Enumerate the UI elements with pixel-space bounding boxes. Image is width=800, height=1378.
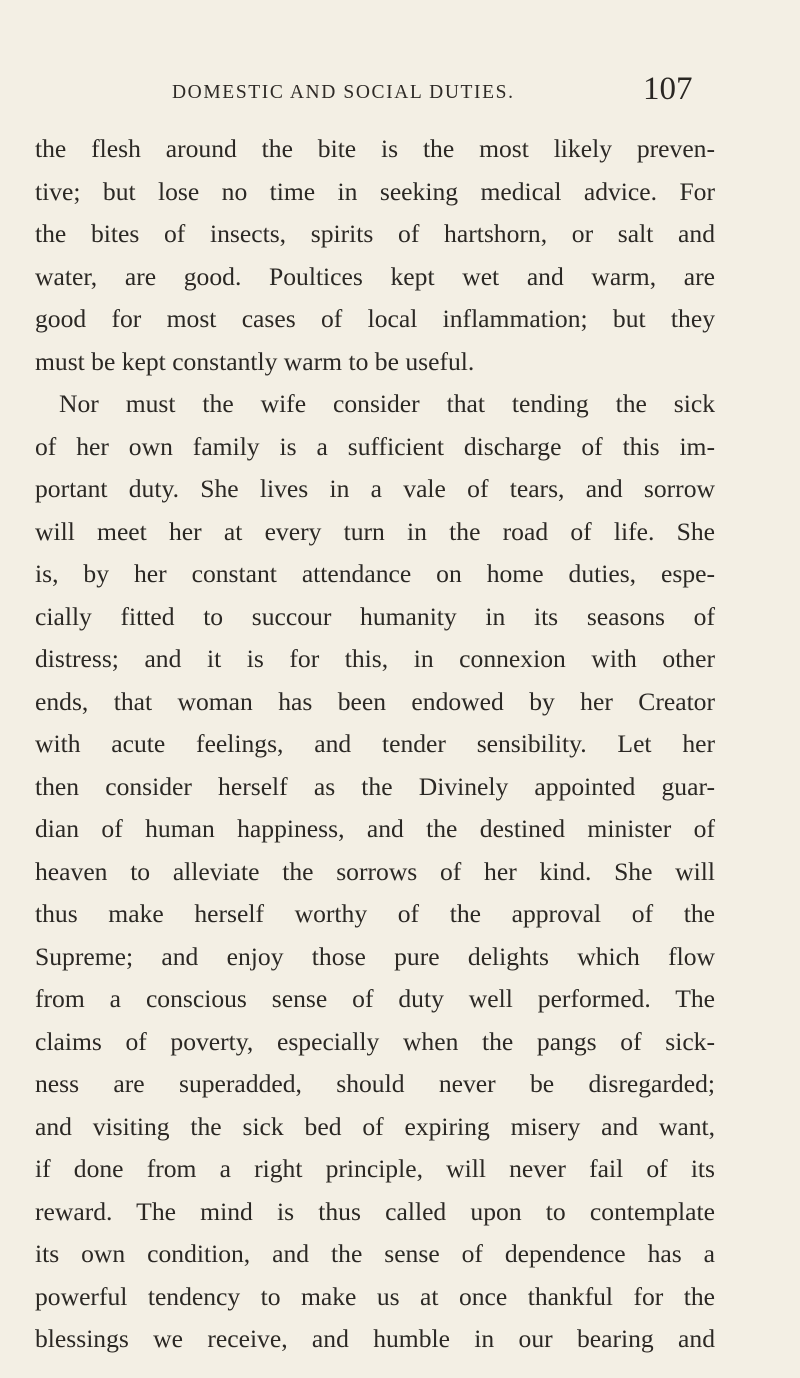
text-line: must be kept constantly warm to be useful. xyxy=(35,346,475,376)
text-line: if done from a right principle, will never fail of its xyxy=(35,1154,715,1183)
text-line: cially fitted to succour humanity in its seasons of xyxy=(35,601,715,631)
text-line: dian of human happiness, and the destined minister of xyxy=(35,814,715,843)
text-line: with acute feelings, and tender sensibility. Let her xyxy=(35,729,715,758)
text-line: the bites of insects, spirits of hartshorn, or salt and xyxy=(35,219,715,248)
text-line: and visiting the sick bed of expiring misery and want, xyxy=(35,1111,715,1141)
text-line: then consider herself as the Divinely appointed guar- xyxy=(35,771,715,801)
text-line: of her own family is a sufficient discharge of this im- xyxy=(35,431,715,461)
text-line: Nor must the wife consider that tending the sick xyxy=(59,389,715,418)
text-line: Supreme; and enjoy those pure delights which flow xyxy=(35,941,715,971)
text-line: the flesh around the bite is the most likely preven- xyxy=(35,134,715,163)
text-line: ends, that woman has been endowed by her Creator xyxy=(35,686,715,716)
page-number: 107 xyxy=(643,71,693,107)
text-line: powerful tendency to make us at once thankful for the xyxy=(35,1281,715,1311)
text-line: tive; but lose no time in seeking medical advice. For xyxy=(35,176,715,206)
text-line: portant duty. She lives in a vale of tears, and sorrow xyxy=(35,474,715,503)
text-line: heaven to alleviate the sorrows of her kind. She will xyxy=(35,856,715,886)
text-line: ness are superadded, should never be disregarded; xyxy=(35,1069,715,1098)
text-line: from a conscious sense of duty well performed. The xyxy=(35,984,715,1013)
text-line: water, are good. Poultices kept wet and warm, are xyxy=(35,261,715,291)
text-line: is, by her constant attendance on home duties, espe- xyxy=(35,559,715,588)
running-head-title: DOMESTIC AND SOCIAL DUTIES. xyxy=(172,82,515,103)
text-line: blessings we receive, and humble in our bearing and xyxy=(35,1324,715,1353)
body-text xyxy=(35,128,715,1361)
text-line: claims of poverty, especially when the pangs of sick- xyxy=(35,1026,715,1056)
text-line: thus make herself worthy of the approval of the xyxy=(35,899,715,928)
text-line: reward. The mind is thus called upon to contemplate xyxy=(35,1196,715,1226)
text-line: its own condition, and the sense of dependence has a xyxy=(35,1239,715,1268)
text-line: distress; and it is for this, in connexion with other xyxy=(35,644,715,673)
text-line: will meet her at every turn in the road of life. She xyxy=(35,516,715,546)
text-line: good for most cases of local inflammation; but they xyxy=(35,304,715,333)
